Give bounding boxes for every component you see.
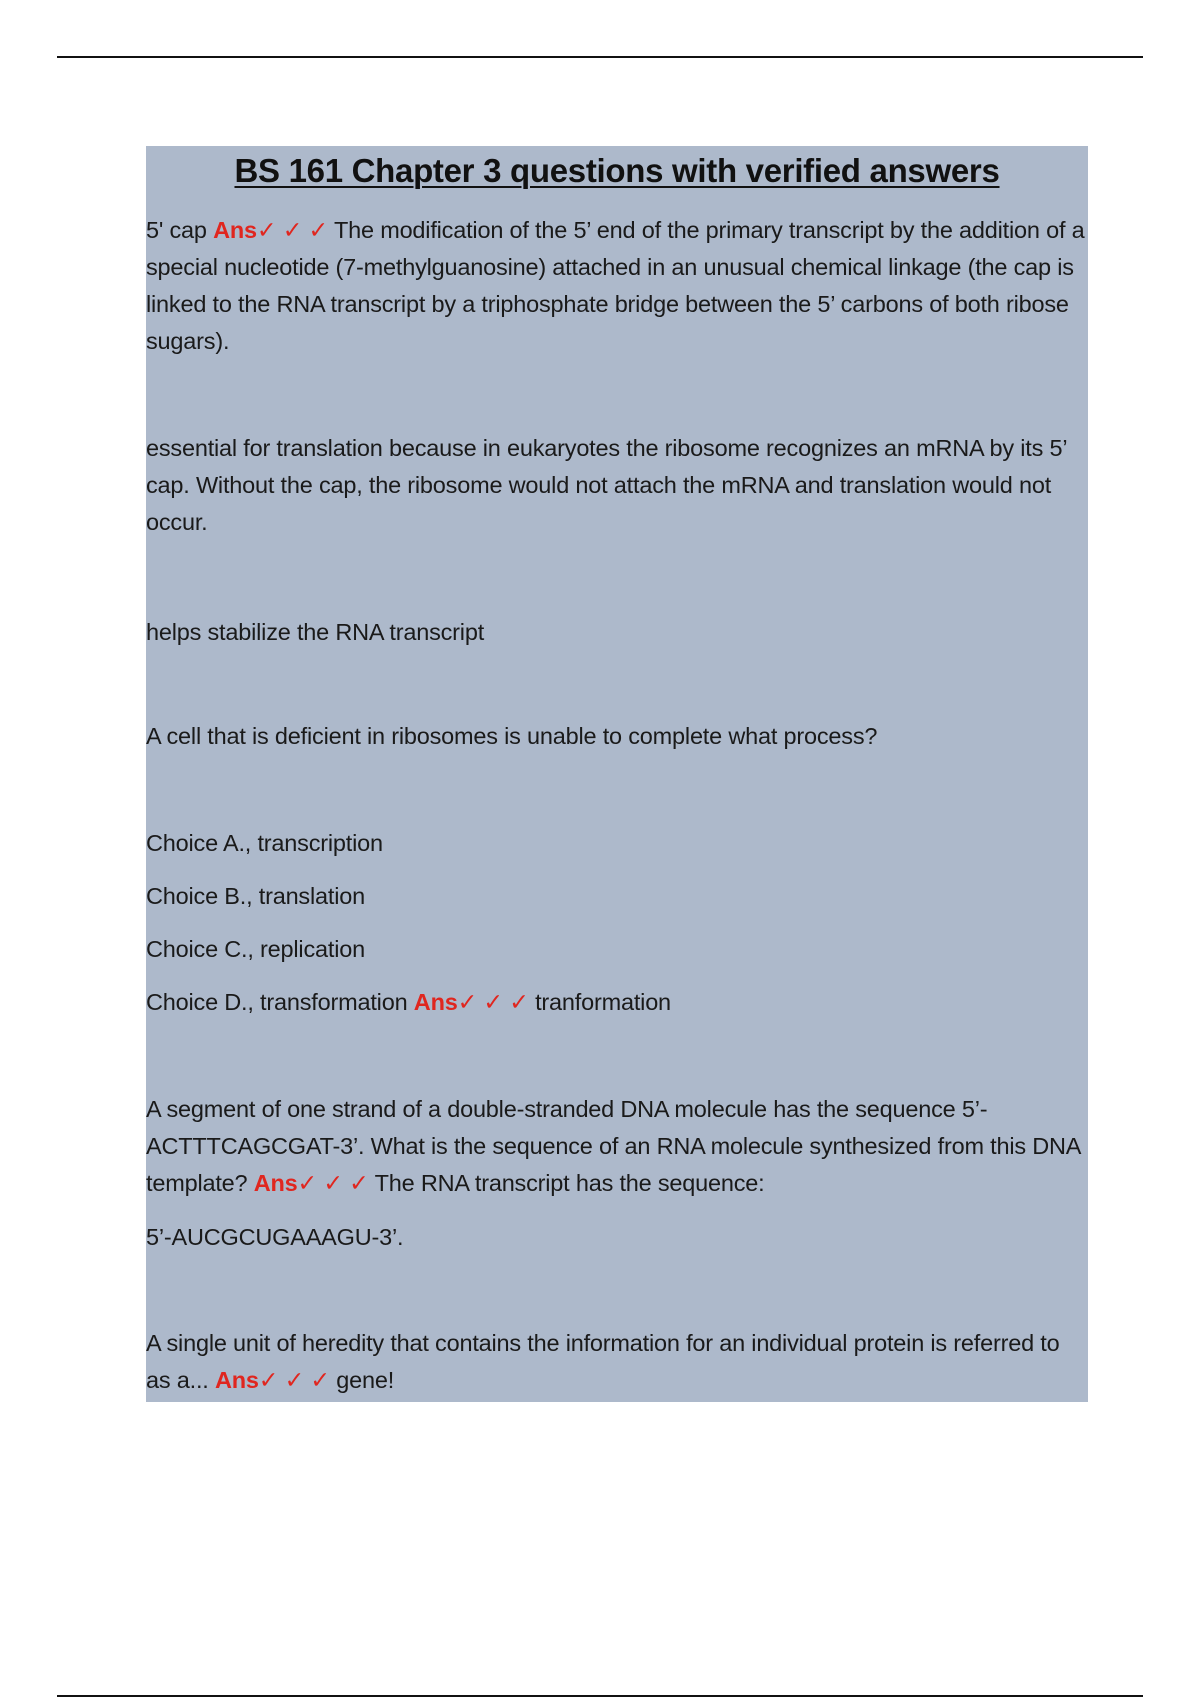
answer-label: Ans✓ ✓ ✓ xyxy=(213,217,329,243)
check-marks: ✓ ✓ ✓ xyxy=(256,217,329,243)
check-marks: ✓ ✓ ✓ xyxy=(457,989,529,1015)
q1-answer: The modification of the 5’ end of the primary transcript by the addition of a special nucleotide (7-methylguanosine) attached in an unusual chemical linkage (the cap is linked to the RNA transcript by a triphosphate bridge between the 5’ carbons of both ribose sugars). xyxy=(146,217,1085,354)
header-rule xyxy=(57,56,1143,58)
q2-answer: tranformation xyxy=(535,989,671,1015)
q3-sequence: 5’-AUCGCUGAAAGU-3’. xyxy=(146,1224,404,1250)
document-title: BS 161 Chapter 3 questions with verified answers xyxy=(234,152,1000,189)
document-content xyxy=(146,146,1088,1402)
q2-choice-a: Choice A., transcription xyxy=(146,830,383,856)
q2-choice-c: Choice C., replication xyxy=(146,936,365,962)
q1-note-translation: essential for translation because in eukaryotes the ribosome recognizes an mRNA by its 5’ cap. Without the cap, the ribosome would not attach the mRNA and translation would not occur. xyxy=(146,435,1067,535)
footer-rule xyxy=(57,1695,1143,1697)
q1-term: 5' cap xyxy=(146,217,207,243)
q2-choice-d-paragraph xyxy=(146,984,1088,1021)
answer-label: Ans✓ ✓ ✓ xyxy=(253,1170,369,1196)
q3-question: A segment of one strand of a double-stranded DNA molecule has the sequence 5’-ACTTTCAGCGAT-3’. What is the sequence of an RNA molecule synthesized from this DNA template? xyxy=(146,1096,1080,1196)
q2-choice-d: Choice D., transformation xyxy=(146,989,408,1015)
q3-answer: The RNA transcript has the sequence: xyxy=(374,1170,765,1196)
q1-note-stabilize: helps stabilize the RNA transcript xyxy=(146,619,485,645)
q1-paragraph xyxy=(146,212,1088,360)
q2-question: A cell that is deficient in ribosomes is unable to complete what process? xyxy=(146,723,878,749)
q2-choice-b: Choice B., translation xyxy=(146,883,365,909)
check-marks: ✓ ✓ ✓ xyxy=(258,1367,330,1393)
q4-answer: gene! xyxy=(336,1367,395,1393)
q4-question: A single unit of heredity that contains the information for an individual protein is referred to as a... xyxy=(146,1330,1060,1393)
check-marks: ✓ ✓ ✓ xyxy=(297,1170,369,1196)
q4-paragraph xyxy=(146,1325,1088,1399)
answer-label: Ans✓ ✓ ✓ xyxy=(214,1367,330,1393)
q3-paragraph xyxy=(146,1091,1088,1202)
answer-label: Ans✓ ✓ ✓ xyxy=(413,989,529,1015)
